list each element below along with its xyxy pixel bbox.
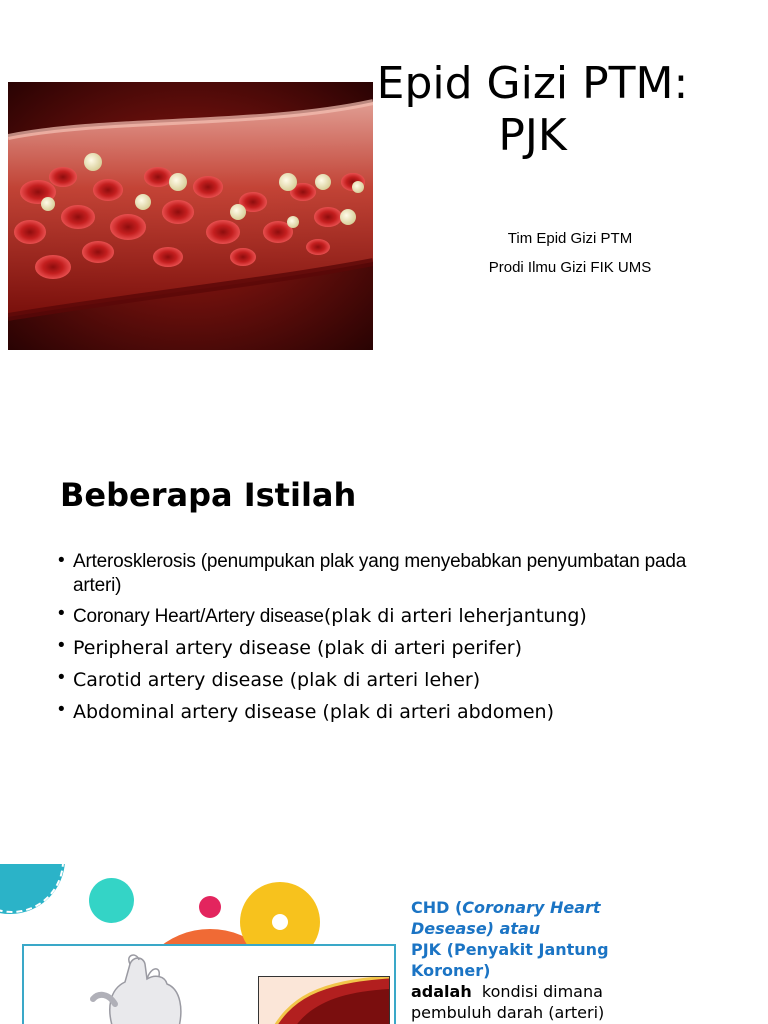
title-line-1: Epid Gizi PTM:	[376, 58, 689, 109]
slide-chd	[0, 864, 768, 1024]
title-line-2: PJK	[498, 110, 567, 161]
slide-terms	[0, 432, 768, 864]
bullet-icon: •	[58, 667, 65, 688]
decor-circle-cyan	[89, 878, 134, 923]
slide-subtitle	[440, 228, 700, 286]
chd-definition	[411, 897, 661, 1023]
subtitle-line-2: Prodi Ilmu Gizi FIK UMS	[488, 259, 652, 276]
terms-title: Beberapa Istilah	[60, 476, 357, 514]
subtitle-line-1: Tim Epid Gizi PTM	[507, 230, 633, 247]
term-text: Peripheral artery disease (plak di arteri perifer)	[73, 637, 522, 659]
bullet-icon: •	[58, 550, 65, 571]
term-text: Carotid artery disease (plak di arteri leher)	[73, 669, 481, 691]
bullet-icon: •	[58, 603, 65, 624]
term-text: Arterosklerosis (penumpukan plak yang menyebabkan penyumbatan pada arteri)	[73, 551, 687, 596]
list-item	[58, 550, 718, 598]
list-item	[58, 667, 718, 694]
term-text: Abdominal artery disease (plak di arteri abdomen)	[73, 701, 555, 723]
bullet-icon: •	[58, 635, 65, 656]
bullet-icon: •	[58, 699, 65, 720]
definition-body	[411, 981, 661, 1023]
heart-artery-illustration	[85, 954, 195, 1024]
list-item	[58, 603, 718, 630]
chd-italic: Coronary Heart Desease) atau	[411, 898, 601, 938]
blood-vessel-image	[8, 82, 373, 350]
list-item	[58, 699, 718, 726]
term-description: (plak di arteri leherjantung)	[323, 605, 587, 627]
artery-crosssection-image	[258, 976, 390, 1024]
chd-heading	[411, 897, 661, 939]
decor-circle-pink	[199, 896, 221, 918]
body-text: kondisi dimana pembuluh darah (arteri)	[411, 982, 605, 1022]
chd-prefix: CHD (	[411, 898, 463, 917]
slide-title-text	[355, 58, 710, 162]
term-text: Coronary Heart/Artery disease	[73, 606, 324, 627]
decor-circle-white	[272, 914, 288, 930]
list-item	[58, 635, 718, 662]
terms-list	[58, 550, 718, 731]
slide-title	[0, 0, 768, 432]
pjk-heading: PJK (Penyakit Jantung Koroner)	[411, 940, 609, 980]
decor-ring-dashed	[0, 864, 64, 913]
adalah-word: adalah	[411, 982, 472, 1001]
